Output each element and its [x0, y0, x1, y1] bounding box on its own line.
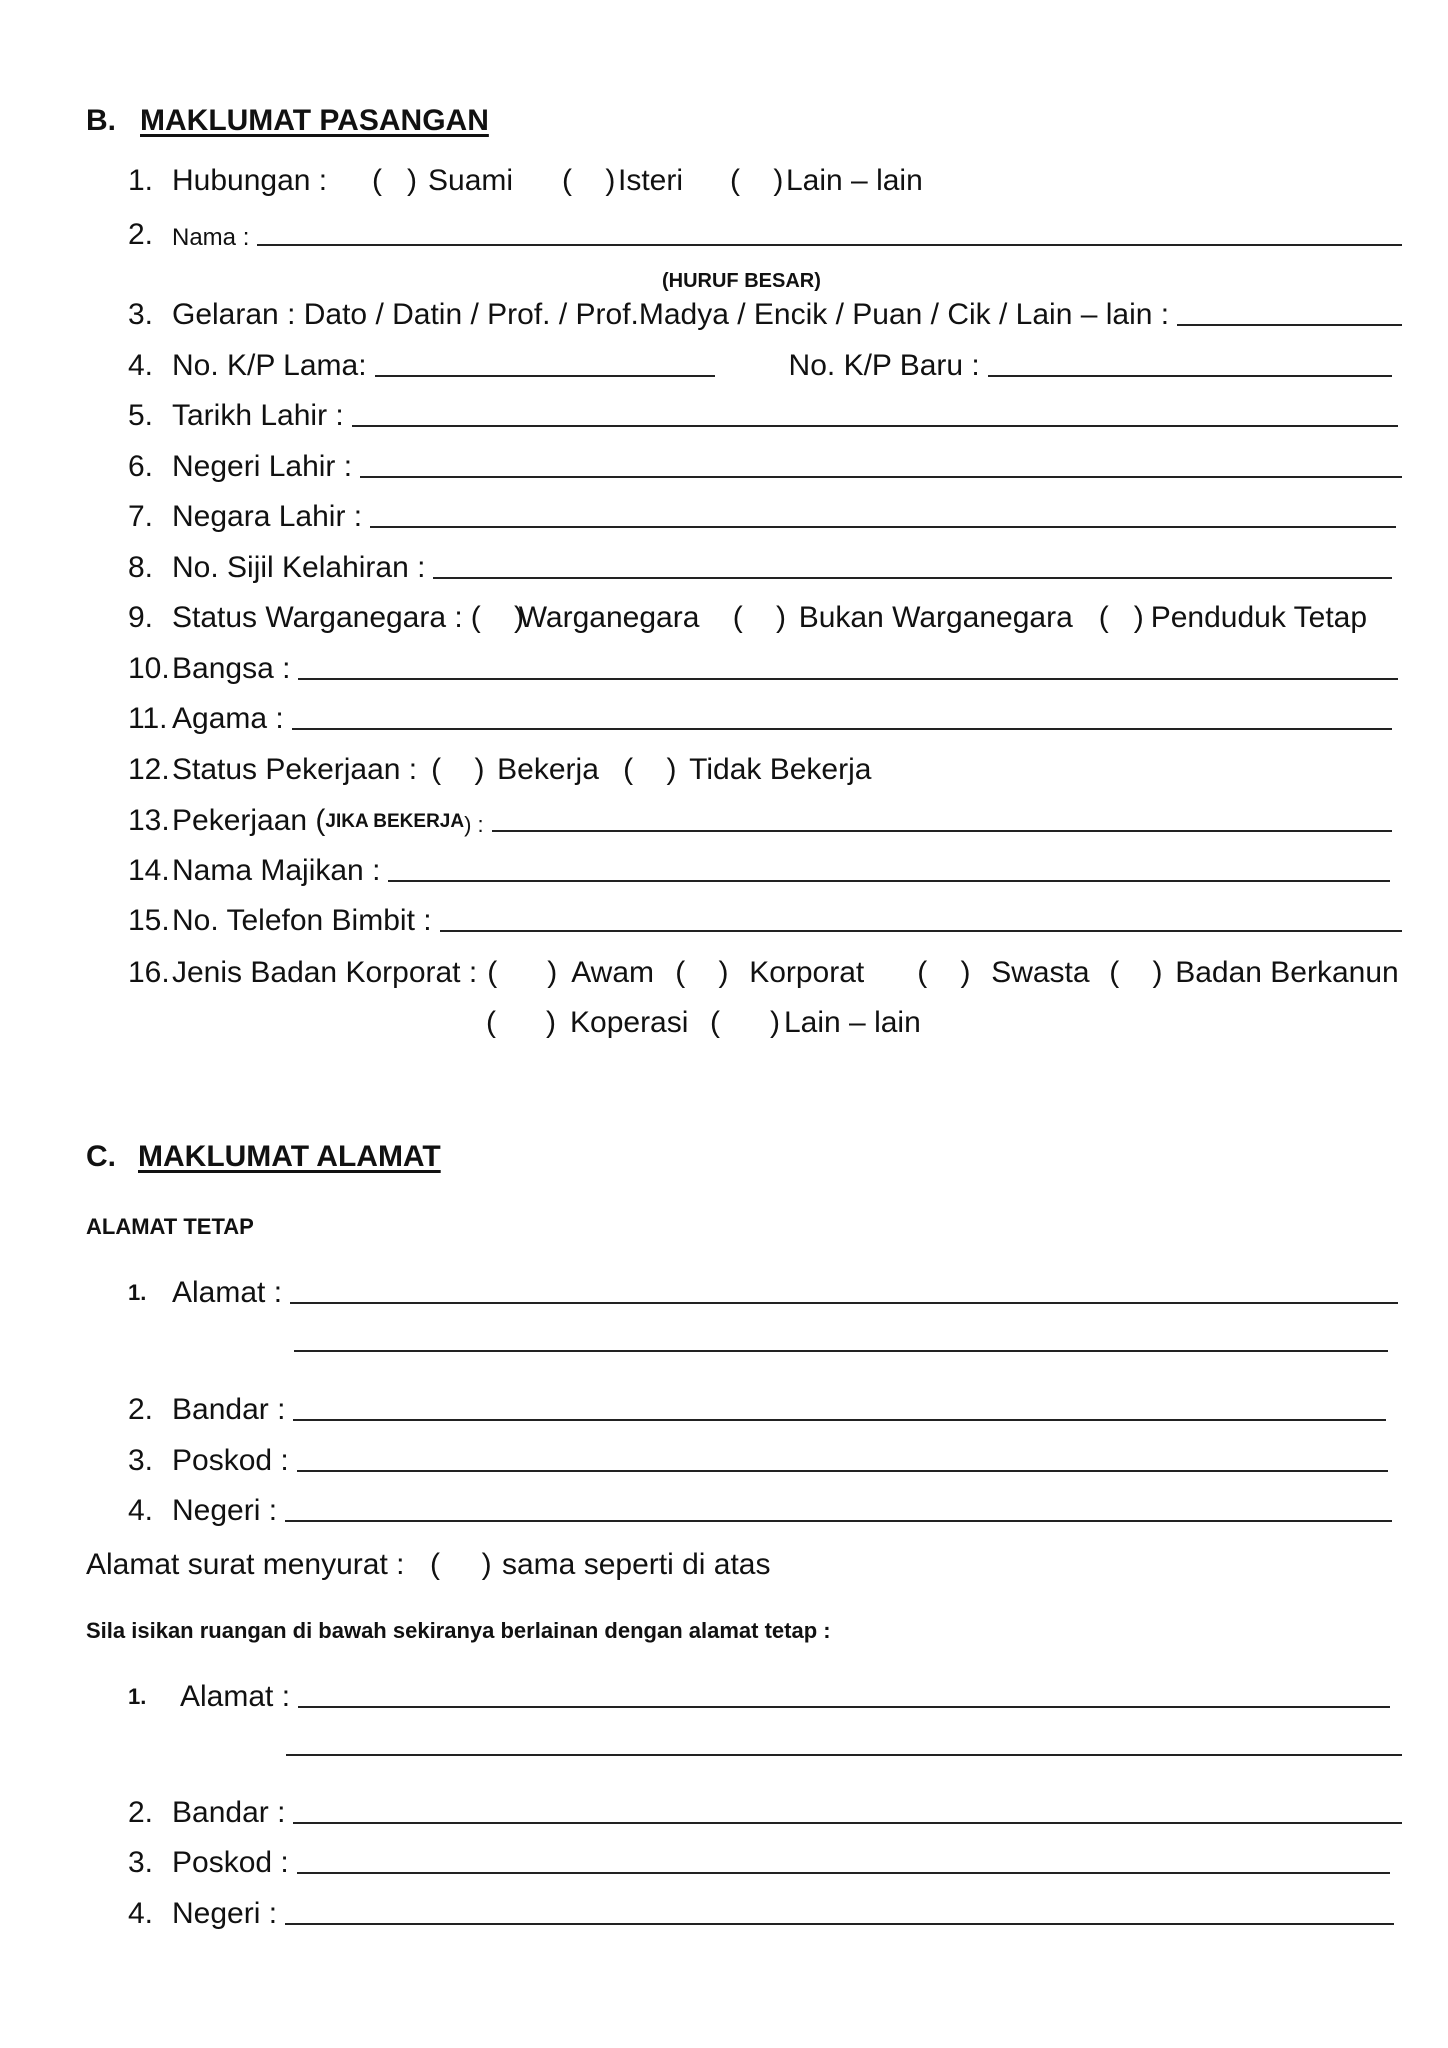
- field-nama-majikan: 14. Nama Majikan :: [128, 848, 1402, 888]
- checkbox-koperasi[interactable]: ( ): [486, 1006, 556, 1039]
- checkbox-swasta[interactable]: ( ): [917, 956, 971, 989]
- tetap-negeri-input[interactable]: [285, 1520, 1392, 1522]
- surat-poskod-input[interactable]: [297, 1872, 1390, 1874]
- field-negara-lahir: 7. Negara Lahir :: [128, 494, 1402, 534]
- checkbox-sama-seperti[interactable]: ( ): [430, 1548, 492, 1581]
- kp-lama-input[interactable]: [375, 375, 715, 377]
- checkbox-awam[interactable]: ( ): [487, 956, 558, 989]
- checkbox-tidak-bekerja[interactable]: ( ): [623, 753, 677, 786]
- nama-input[interactable]: [257, 244, 1402, 246]
- field-agama: 11. Agama :: [128, 696, 1402, 736]
- field-jenis-badan-cont: ( ) Koperasi ( ) Lain – lain: [486, 1006, 921, 1039]
- field-pekerjaan: 13. Pekerjaan ( JIKA BEKERJA ) :: [128, 798, 1402, 838]
- nama-note: (HURUF BESAR): [662, 270, 821, 292]
- field-tetap-negeri: 4. Negeri :: [128, 1488, 1402, 1528]
- tetap-poskod-input[interactable]: [297, 1470, 1388, 1472]
- pekerjaan-input[interactable]: [492, 830, 1392, 832]
- field-tarikh-lahir: 5. Tarikh Lahir :: [128, 393, 1402, 433]
- field-tetap-bandar: 2. Bandar :: [128, 1387, 1402, 1427]
- surat-bandar-input[interactable]: [293, 1822, 1402, 1824]
- checkbox-suami[interactable]: ( ): [372, 164, 417, 197]
- pekerjaan-hint: JIKA BEKERJA: [325, 811, 465, 832]
- field-negeri-lahir: 6. Negeri Lahir :: [128, 444, 1402, 484]
- field-surat-alamat: 1. Alamat :: [128, 1674, 1402, 1714]
- field-surat-bandar: 2. Bandar :: [128, 1790, 1402, 1830]
- field-sijil: 8. No. Sijil Kelahiran :: [128, 545, 1402, 585]
- field-surat-alamat-line2: [286, 1722, 1402, 1762]
- field-kp: 4. No. K/P Lama: No. K/P Baru :: [128, 343, 1402, 383]
- checkbox-badan-berkanun[interactable]: ( ): [1109, 956, 1163, 989]
- section-b-heading: [86, 104, 489, 138]
- field-alamat-surat: Alamat surat menyurat : ( ) sama seperti di atas: [86, 1548, 771, 1581]
- tetap-alamat-input[interactable]: [290, 1302, 1398, 1304]
- field-nama: 2. Nama :: [128, 212, 1402, 252]
- section-c-title: MAKLUMAT ALAMAT: [138, 1140, 441, 1173]
- field-telefon: 15. No. Telefon Bimbit :: [128, 898, 1402, 938]
- gelaran-input[interactable]: [1177, 324, 1402, 326]
- checkbox-bekerja[interactable]: ( ): [431, 753, 485, 786]
- alamat-tetap-heading: ALAMAT TETAP: [86, 1214, 254, 1239]
- field-tetap-alamat-line2: [294, 1318, 1402, 1358]
- checkbox-warganegara[interactable]: ( ): [470, 601, 525, 634]
- telefon-input[interactable]: [440, 930, 1402, 932]
- section-b-title: MAKLUMAT PASANGAN: [140, 104, 489, 137]
- instruction-text: Sila isikan ruangan di bawah sekiranya berlainan dengan alamat tetap :: [86, 1618, 831, 1643]
- field-surat-poskod: 3. Poskod :: [128, 1840, 1402, 1880]
- nama-majikan-input[interactable]: [388, 880, 1390, 882]
- field-hubungan: 1. Hubungan : ( ) Suami ( ) Isteri ( ) Lain – lain: [128, 164, 923, 197]
- checkbox-korporat[interactable]: ( ): [675, 956, 729, 989]
- checkbox-isteri[interactable]: ( ): [562, 164, 616, 197]
- tetap-alamat-input-2[interactable]: [294, 1350, 1388, 1352]
- checkbox-lain[interactable]: ( ): [730, 164, 784, 197]
- section-c-letter: C.: [86, 1140, 116, 1173]
- section-b-letter: B.: [86, 104, 116, 137]
- checkbox-penduduk-tetap[interactable]: ( ): [1098, 601, 1144, 634]
- surat-alamat-input[interactable]: [298, 1706, 1390, 1708]
- field-tetap-alamat: 1. Alamat :: [128, 1270, 1402, 1310]
- sijil-input[interactable]: [433, 577, 1392, 579]
- field-tetap-poskod: 3. Poskod :: [128, 1438, 1402, 1478]
- agama-input[interactable]: [292, 728, 1392, 730]
- field-jenis-badan: 16. Jenis Badan Korporat : ( ) Awam ( ) Korporat ( ) Swasta ( ) Badan Berkanun: [128, 956, 1399, 989]
- negeri-lahir-input[interactable]: [360, 476, 1402, 478]
- field-status-warganegara: 9. Status Warganegara : ( ) Warganegara ( ) Bukan Warganegara ( ) Penduduk Tetap: [128, 601, 1368, 634]
- negara-lahir-input[interactable]: [370, 526, 1396, 528]
- surat-alamat-input-2[interactable]: [286, 1754, 1402, 1756]
- field-gelaran: 3. Gelaran : Dato / Datin / Prof. / Prof.Madya / Encik / Puan / Cik / Lain – lain :: [128, 292, 1402, 332]
- kp-baru-input[interactable]: [988, 375, 1392, 377]
- surat-negeri-input[interactable]: [285, 1923, 1394, 1925]
- checkbox-lain-lain-badan[interactable]: ( ): [710, 1006, 780, 1039]
- field-status-pekerjaan: 12. Status Pekerjaan : ( ) Bekerja ( ) Tidak Bekerja: [128, 753, 872, 786]
- field-bangsa: 10. Bangsa :: [128, 646, 1402, 686]
- section-c-heading: [86, 1140, 441, 1174]
- tetap-bandar-input[interactable]: [293, 1419, 1386, 1421]
- checkbox-bukan-warganegara[interactable]: ( ): [732, 601, 787, 634]
- field-surat-negeri: 4. Negeri :: [128, 1891, 1402, 1931]
- tarikh-lahir-input[interactable]: [352, 425, 1398, 427]
- bangsa-input[interactable]: [298, 678, 1398, 680]
